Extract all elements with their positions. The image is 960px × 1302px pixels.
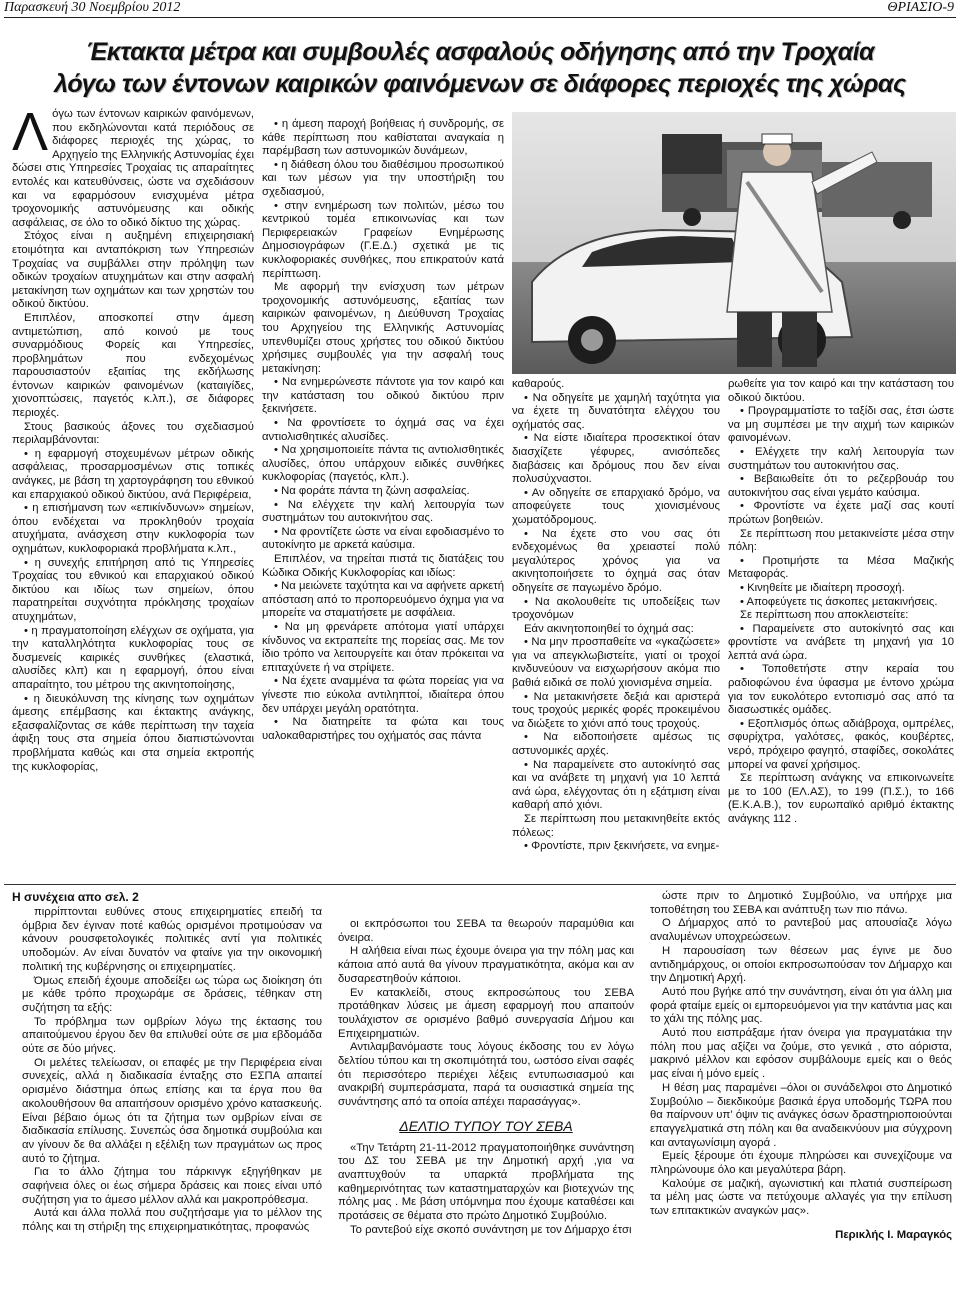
paragraph: Οι μελέτες τελείωσαν, οι επαφές με την Περιφέρεια είναι συνεχείς, αλλά η διαδικασία ένταξης στο ΕΣΠΑ απαιτεί ορισμένο διάστημα όπως επίσης και τα έργα που θα ακολουθήσουν θα απαιτήσουν ορισμένο χρόνο κατασκευής. Είναι βέβαιο όμως ότι τα ζήτημα των ομβρίων είναι σε διαδικασία επίλυσης. Συνεπώς όσα δημοτικά συμβούλια και αν γίνουν δε θα αλλάξει η εξέλιξη των πραγμάτων ως προς αυτό το ζήτημα.	[22, 1056, 322, 1165]
bullet-item: • Να έχετε αναμμένα τα φώτα πορείας για να γίνεστε πιο εύκολα αντιληπτοί, ιδιαίτερα όπου δεν υπάρχει μεγάλη ορατότητα.	[262, 675, 504, 715]
paragraph: καθαρούς.	[512, 378, 565, 390]
bullet-item: • Φροντίστε, πριν ξεκινήσετε, να ενημε-	[524, 840, 720, 853]
paragraph: Με αφορμή την ενίσχυση των μέτρων τροχονομικής αστυνόμευσης, εξαιτίας των καιρικών φαινομένων, η Διεύθυνση Τροχαίας του Αρχηγείου της Ελληνικής Αστυνομίας υπενθυμίζει στους χρήστες του οδικού δικτύου χρήσιμες συμβουλές για την ασφαλή τους μετακίνηση:	[262, 281, 504, 375]
bullet-item: • Να παραμείνετε στο αυτοκίνητό σας και να ανάβετε τη μηχανή για 10 λεπτά ανά ώρα, ελέγχοντας ότι η εξάτμιση είναι καθαρή από χιόνι.	[512, 758, 720, 812]
author-signature: Περικλής Ι. Μαραγκός	[835, 1228, 952, 1241]
bullet-item: • Να μειώνετε ταχύτητα και να αφήνετε αρκετή απόσταση από το προπορευόμενο όχημα για να μπορείτε να σταματήσετε με ασφάλεια.	[262, 580, 504, 620]
continuation-column-1	[22, 906, 322, 1296]
paragraph: Επιπλέον, αποσκοπεί στην άμεση αντιμετώπιση, από κοινού με τους συναρμόδιους Φορείς και Υπηρεσίες, προβλημάτων που ενδεχομένως παρουσιαστούν εξαιτίας της εκδήλωσης έντονων καιρικών φαινομένων (καταιγίδες, χιονοπτώσεις, παγετός κ.λπ.), σε διάφορες περιοχές.	[12, 311, 254, 420]
traffic-police-photo	[512, 112, 956, 374]
bullet-item: • Να ενημερώνεστε πάντοτε για τον καιρό και την κατάσταση του οδικού δικτύου πριν ξεκινήσετε.	[262, 376, 504, 416]
paragraph: Αντιλαμβανόμαστε τους λόγους έκδοσης του εν λόγω δελτίου τύπου και τη σκοπιμότητά του, ωστόσο είναι σαφές ότι περισσότερο περιέχει λέξεις εντυπωσιασμού και ανακριβή συμπεράσματα, παρά τα ουσιαστικά σημεία της συνάντησης από τα οποία απέχει παρασάγγας».	[338, 1041, 634, 1109]
bullet-item: • Βεβαιωθείτε ότι το ρεζερβουάρ του αυτοκινήτου σας είναι γεμάτο καύσιμα.	[728, 473, 954, 499]
paragraph: Εμείς ξέρουμε ότι έχουμε πληρώσει και συνεχίζουμε να πληρώνουμε όλο και μεγαλύτερα βάρη.	[650, 1150, 952, 1177]
paragraph: Η παρουσίαση των θέσεων μας έγινε με δυο αντιδημάρχους, οι οποίοι εκπροσωπούσαν τον Δήμαρχο και την Δημοτική Αρχή.	[650, 944, 952, 985]
bullet-item: • η πραγματοποίηση ελέγχων σε οχήματα, για την καταλληλότητα κυκλοφορίας τους σε δυσμενείς καιρικές συνθήκες (ελαστικά, αλυσίδες κλπ) και η εφαρμογή, όπου είναι απαραίτητο, του μέτρου της ακινητοποίησης,	[12, 624, 254, 691]
bullet-item: • Παραμείνετε στο αυτοκίνητό σας και φροντίστε να ανάβετε τη μηχανή για 10 λεπτά ανά ώρα.	[728, 622, 954, 662]
paragraph: Όμως επειδή έχουμε αποδείξει ως τώρα ως διοίκηση ότι με κάθε τρόπο προχωράμε σε δράσεις, τέθηκαν στη συζήτηση τα εξής:	[22, 974, 322, 1014]
bullet-item: • Κινηθείτε με ιδιαίτερη προσοχή.	[740, 581, 905, 594]
paragraph: Το πρόβλημα των ομβρίων λόγω της έκτασης του απαιτούμενου έργου δεν θα επιλυθεί ούτε σε μια εβδομάδα ούτε σε δύο μήνες.	[22, 1015, 322, 1056]
paragraph: Στόχος είναι η αυξημένη επιχειρησιακή ετοιμότητα και ανταπόκριση των Υπηρεσιών Τροχαίας να συμβάλλει στην πρόληψη των οδικών τροχαίων ατυχημάτων και στην ασφαλή μετακίνηση των οχημάτων και των χρηστών του οδικού δικτύου.	[12, 230, 254, 311]
paragraph: Σε περίπτωση ανάγκης να επικοινωνείτε με το 100 (ΕΛ.ΑΣ), το 199 (Π.Σ.), το 166 (Ε.Κ.Α.Β.), τον ευρωπαϊκό αριθμό έκτακτης ανάγκης 112 .	[728, 772, 954, 825]
bullet-item: • η συνεχής επιτήρηση από τις Υπηρεσίες Τροχαίας του εθνικού και επαρχιακού οδικού δικτύου και ιδίως των σημείων, όπου παρατηρείται συχνότητα πρόκλησης τροχαίων ατυχημάτων,	[12, 556, 254, 623]
article-column-2	[262, 118, 504, 878]
article-title-line-1: Έκτακτα μέτρα και συμβουλές ασφαλούς οδήγησης από την Τροχαία	[85, 38, 875, 66]
page-header	[0, 0, 960, 16]
bullet-item: • Να είστε ιδιαίτερα προσεκτικοί όταν διασχίζετε γέφυρες, ανισόπεδες διαβάσεις και δρόμους που δεν είναι πολυσύχναστοι.	[512, 432, 720, 486]
continuation-column-2	[338, 918, 634, 1288]
article-column-4	[728, 378, 954, 878]
paragraph: πιρρίπτονται ευθύνες στους επιχειρηματίες επειδή τα όμβρια δεν έγιναν ποτέ καθώς ορισμένοι προτιμούσαν να κάνουν ρουσφετολογικές πολιτικές αντί για πολιτικές υποδομών. Αν είναι δυνατόν να φταίνε για την οικονομική πολιτική της κυβέρνησης οι επιχειρηματίες.	[22, 906, 322, 973]
section-divider	[4, 884, 956, 885]
bullet-item: • Φροντίστε να έχετε μαζί σας κουτί πρώτων βοηθειών.	[728, 500, 954, 526]
paragraph: οι εκπρόσωποι του ΣΕΒΑ τα θεωρούν παραμύθια και όνειρα.	[338, 918, 634, 944]
paragraph: Εάν ακινητοποιηθεί το όχημά σας:	[524, 622, 694, 635]
bullet-item: • Να διατηρείτε τα φώτα και τους υαλοκαθαριστήρες του οχήματός σας πάντα	[262, 716, 504, 742]
bullet-item: • Εξοπλισμός όπως αδιάβροχα, ομπρέλες, σφυρίχτρα, γαλότσες, φακός, κουβέρτες, νερό, πρόχειρο φαγητό, σταφίδες, σοκολάτες μπορεί να φανεί χρήσιμος.	[728, 717, 954, 771]
paragraph: Ο Δήμαρχος από το ραντεβού μας απουσίαζε λόγω αναλυμένων υποχρεώσεων.	[650, 917, 952, 944]
bullet-item: • Αποφεύγετε τις άσκοπες μετακινήσεις.	[740, 595, 938, 608]
bullet-item: • Ελέγχετε την καλή λειτουργία των συστημάτων του αυτοκινήτου σας.	[728, 445, 954, 472]
header-rule	[4, 17, 956, 18]
continuation-column-3	[650, 890, 952, 1298]
paragraph: Το ραντεβού είχε σκοπό συνάντηση με τον Δήμαρχο έτσι	[350, 1223, 632, 1236]
bullet-item: • Να χρησιμοποιείτε πάντα τις αντιολισθητικές αλυσίδες, όπου υπάρχουν ειδικές συνθήκες κυκλοφορίας (παγετός, κλπ.).	[262, 444, 504, 484]
bullet-item: • Να ακολουθείτε τις υποδείξεις των τροχονόμων	[512, 595, 720, 622]
bullet-item: • Να φροντίζετε ώστε να είναι εφοδιασμένο το αυτοκίνητο με αρκετά καύσιμα.	[262, 525, 504, 552]
bullet-item: • στην ενημέρωση των πολιτών, μέσω του κεντρικού τομέα επικοινωνίας και των Περιφερειακών Γραφείων Ενημέρωσης Δημοσιογράφων (Γ.Ε.Δ.) σχετικά με τις κυκλοφοριακές συνθήκες, που επικρατούν κατά περίπτωση.	[262, 199, 504, 280]
drop-cap: Λ	[12, 108, 49, 162]
paragraph: Σε περίπτωση που μετακινηθείτε εκτός πόλεως:	[512, 813, 720, 839]
bullet-item: • Να έχετε στο νου σας ότι ενδεχομένως θα χρειαστεί πολύ μεγαλύτερος χρόνος για να ακινητοποιήσετε το όχημά σας όταν οδηγείτε σε παγωμένο δρόμο.	[512, 527, 720, 594]
bullet-item: • Προγραμματίστε το ταξίδι σας, έτσι ώστε να μη συμπέσει με την αιχμή των καιρικών φαινομένων.	[728, 405, 954, 445]
paragraph: Σε περίπτωση που αποκλειστείτε:	[740, 609, 909, 622]
article-column-1	[12, 108, 254, 878]
continuation-label: Η συνέχεια απο σελ. 2	[12, 890, 139, 904]
paragraph: Η θέση μας παραμένει –όλοι οι συνάδελφοι στο Δημοτικό Συμβούλιο – διεκδικούμε βασικά έργα υποδομής ΤΩΡΑ που θα παίρνουν υπ’ όψιν τις ανάγκες όσων δραστηριοποιούνται επαγγελματικά στη πόλη και θα αναδεικνύουν μια σύγχρονη και ανταγωνίσιμη αγορά .	[650, 1081, 952, 1149]
issue-date: Παρασκευή 30 Νοεμβρίου 2012	[4, 0, 181, 15]
bullet-item: • Τοποθετήστε στην κεραία του ραδιοφώνου ένα ύφασμα με έντονο χρώμα για τον ευκολότερο εντοπισμό σας από τα διασωστικές ομάδες.	[728, 663, 954, 717]
bullet-item: • Να μετακινήσετε δεξιά και αριστερά τους τροχούς μερικές φορές προκειμένου να διώξετε το χιόνι από τους τροχούς.	[512, 690, 720, 730]
paragraph: Επιπλέον, να τηρείται πιστά τις διατάξεις του Κώδικα Οδικής Κυκλοφορίας και ιδίως:	[262, 553, 504, 579]
paragraph: «Την Τετάρτη 21-11-2012 πραγματοποιήθηκε συνάντηση του ΔΣ του ΣΕΒΑ με την Δημοτική αρχή ,για να αναπτυχθούν τα υπαρκτά προβλήματα της καθημερινότητας των καταστηματαρχών και βιοτεχνών της πόλης μας . Με βάση υπόμνημα που έχουμε καταθέσει και προτάσεις σε θέματα στο πρώτο Δημοτικό Συμβούλιο.	[338, 1141, 634, 1223]
bullet-item: • Να οδηγείτε με χαμηλή ταχύτητα για να έχετε τη δυνατότητα ελέγχου του οχήματός σας.	[512, 391, 720, 431]
paragraph: Η αλήθεια είναι πως έχουμε όνειρα για την πόλη μας και κάποια από αυτά θα γίνουν πραγματικότητα, ακόμα και αν δυσαρεστηθούν κάποιοι.	[338, 945, 634, 985]
bullet-item: • η διάθεση όλου του διαθέσιμου προσωπικού και των μέσων για την υποστήριξη του σχεδιασμού,	[262, 158, 504, 198]
bullet-item: • η διευκόλυνση της κίνησης των οχημάτων άμεσης επέμβασης και έκτακτης ανάγκης, εξασφαλίζοντας σε κάθε περίπτωση την ταχεία άφιξη τους στα σημεία όπου διαπιστώνονται προβλήματα καθώς και στα σημεία εκτροπής της κυκλοφορίας,	[12, 692, 254, 773]
paragraph: Εν κατακλείδι, στους εκπροσώπους του ΣΕΒΑ προτάθηκαν λύσεις με άμεση εφαρμογή που απαιτούν τουλάχιστον σε ορισμένο βαθμό συνεργασία Δήμου και Επιχειρηματιών.	[338, 986, 634, 1040]
bullet-item: • Να μη φρενάρετε απότομα γιατί υπάρχει κίνδυνος να εκτραπείτε της πορείας σας. Με τον ίδιο τρόπο να λειτουργείτε και όταν πρόκειται να επιταχύνετε ή να στρίψετε.	[262, 620, 504, 674]
paragraph: ώστε πριν το Δημοτικό Συμβούλιο, να υπήρχε μια τοποθέτηση του ΣΕΒΑ και ανάπτυξη των πιο πάνω.	[650, 890, 952, 916]
article-column-3	[512, 378, 720, 878]
page-label: ΘΡΙΑΣΙΟ-9	[887, 0, 954, 15]
paragraph: Σε περίπτωση που μετακινείστε μέσα στην πόλη:	[728, 527, 954, 554]
paragraph: Αυτό που βγήκε από την συνάντηση, είναι ότι για άλλη μια φορά φταίμε εμείς οι εμπορευόμενοι για την κατάντια μας και το χάλι της πόλης μας.	[650, 985, 952, 1026]
bullet-item: • Να φροντίσετε το όχημά σας να έχει αντιολισθητικές αλυσίδες.	[262, 417, 504, 443]
article-title-line-2: λόγω των έντονων καιρικών φαινόμενων σε διάφορες περιοχές της χώρας	[54, 70, 906, 98]
bullet-item: • Να μην προσπαθείτε να «γκαζώσετε» για να απεγκλωβιστείτε, γιατί οι τροχοί κινδυνεύουν να εισχωρήσουν ακόμα πιο βαθιά ειδικά σε πολύ χιονισμένα σημεία.	[512, 636, 720, 690]
bullet-item: • η επισήμανση των «επικίνδυνων» σημείων, όπου ενδέχεται να προκληθούν τροχαία ατυχήματα, ανάσχεση στην κυκλοφορία των οχημάτων, κυκλοφοριακά προβλήματα κ.λπ.,	[12, 502, 254, 555]
paragraph: Καλούμε σε μαζική, αγωνιστική και πλατιά συσπείρωση τα μέλη μας ώστε να πετύχουμε αλλαγές για την επίλυση των επιτακτικών αναγκών μας».	[650, 1177, 952, 1218]
paragraph: Για το άλλο ζήτημα του πάρκινγκ εξηγήθηκαν με σαφήνεια όλες οι έως σήμερα δράσεις και ποιες είναι υπό συζήτηση για το άμεσο μέλλον αλλά και μακροπρόθεσμα.	[22, 1166, 322, 1206]
paragraph: Αυτά και άλλα πολλά που συζητήσαμε για το μέλλον της πόλης και τη στήριξη της επιχειρηματικότητας, προφανώς	[22, 1207, 322, 1234]
paragraph: Στους βασικούς άξονες του σχεδιασμού περιλαμβάνονται:	[12, 420, 254, 447]
bullet-item: • η εφαρμογή στοχευμένων μέτρων οδικής ασφάλειας, προσαρμοσμένων στις τοπικές ανάγκες, με βάση τη χαρτογράφηση του εθνικού και επαρχιακού οδικού δικτύου, ανά Περιφέρεια,	[12, 447, 254, 501]
bullet-item: • η άμεση παροχή βοήθειας ή συνδρομής, σε κάθε περίπτωση που καθίσταται αναγκαία η παρέμβαση των αστυνομικών δυνάμεων,	[262, 118, 504, 158]
paragraph: Αυτό που εισπράξαμε ήταν όνειρα για πραγματάκια την πόλη που μας αξίζει να ζούμε, στο γενικά , στο αόριστα, μακρινό μέλλον και εφόσον συμβάλουμε εμείς και ο θεός μας είναι ή μόνο εμείς .	[650, 1027, 952, 1081]
press-release-heading: ΔΕΛΤΙΟ ΤΥΠΟΥ ΤΟΥ ΣΕΒΑ	[399, 1117, 573, 1134]
bullet-item: • Αν οδηγείτε σε επαρχιακό δρόμο, να αποφεύγετε τους χιονισμένους χωματόδρομους.	[512, 486, 720, 526]
bullet-item: • Να φοράτε πάντα τη ζώνη ασφαλείας.	[274, 485, 470, 498]
paragraph: ρωθείτε για τον καιρό και την κατάσταση του οδικού δικτύου.	[728, 378, 954, 404]
bullet-item: • Να ειδοποιήσετε αμέσως τις αστυνομικές αρχές.	[512, 731, 720, 758]
bullet-item: • Να ελέγχετε την καλή λειτουργία των συστημάτων του αυτοκινήτου σας.	[262, 498, 504, 525]
bullet-item: • Προτιμήστε τα Μέσα Μαζικής Μεταφοράς.	[728, 554, 954, 581]
paragraph: Λόγω των έντονων καιρικών φαινόμενων, που εκδηλώνονται κατά περιόδους σε διάφορες περιοχές της χώρας, το Αρχηγείο της Ελληνικής Αστυνομίας έχει δώσει στις Υπηρεσίες Τροχαίας τις απαραίτητες εντολές και κατευθύνσεις, ώστε να σχεδιάσουν και να εφαρμόσουν ενισχυμένα μέτρα τροχονομικής αστυνόμευσης και οδικής ασφάλειας, σε όλο το οδικό δίκτυο της χώρας.	[12, 108, 254, 229]
photo-illustration	[512, 112, 956, 374]
